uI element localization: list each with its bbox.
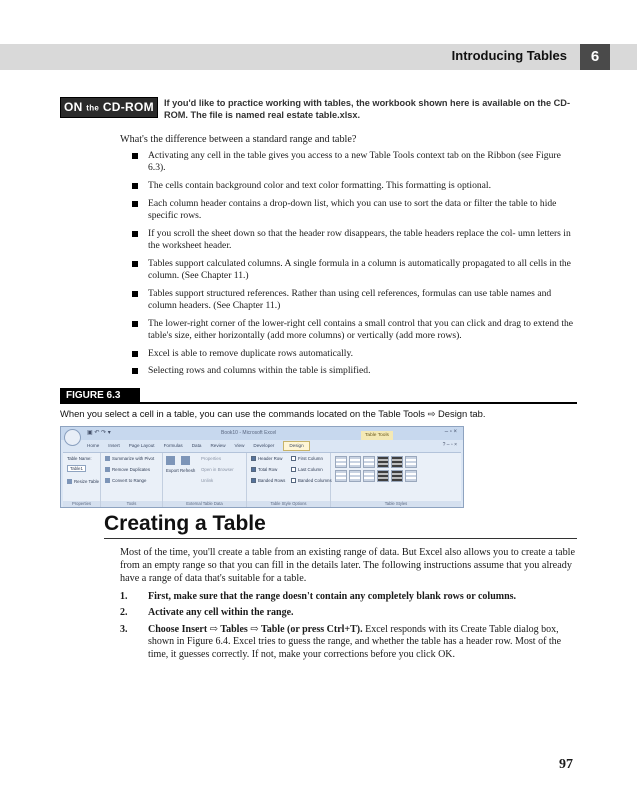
style-swatch xyxy=(391,456,403,468)
convert-icon xyxy=(105,478,110,483)
first-column-label: First Column xyxy=(298,456,323,461)
header-row-label: Header Row xyxy=(258,456,283,461)
step-instruction: Choose Insert ⇨ Tables ⇨ Table (or press Ctrl+T). xyxy=(148,623,363,635)
refresh-icon xyxy=(181,456,192,465)
resize-icon xyxy=(67,479,72,484)
list-item: Activating any cell in the table gives you access to a new Table Tools context tab on the Ribbon (see Figure 6.3). xyxy=(132,150,577,175)
window-title: Book10 - Microsoft Excel xyxy=(221,430,277,436)
section-body-paragraph: Most of the time, you'll create a table from an existing range of data. But Excel also allows you to create a table from an empty range so that you can fill in the details later. The following instructions assume that you already have a range of data that's suitable for a table. xyxy=(120,547,576,584)
export-icon xyxy=(166,456,177,465)
resize-table-button xyxy=(67,479,99,484)
table-style-gallery xyxy=(335,456,417,482)
tab-data: Data xyxy=(191,443,202,448)
remove-duplicates-button xyxy=(105,467,150,472)
open-browser-label: Open in Browser xyxy=(201,467,234,472)
tab-home: Home xyxy=(87,443,100,448)
style-swatch xyxy=(335,470,347,482)
section-title: Creating a Table xyxy=(104,512,266,535)
total-row-checkbox xyxy=(251,467,277,472)
figure-rule xyxy=(60,402,577,404)
convert-range-button xyxy=(105,478,146,483)
feature-bullet-list xyxy=(132,150,577,383)
resize-table-label: Resize Table xyxy=(74,479,100,484)
window-controls: – ▫ × xyxy=(444,429,457,435)
step-instruction: First, make sure that the range doesn't contain any completely blank rows or columns. xyxy=(148,591,517,602)
cd-logo-on: ON xyxy=(64,100,83,114)
style-swatch xyxy=(363,456,375,468)
unlink-label: Unlink xyxy=(201,478,214,483)
style-swatch xyxy=(377,470,389,482)
convert-range-label: Convert to Range xyxy=(112,478,147,483)
ribbon-body xyxy=(63,452,461,507)
header-row-checkbox xyxy=(251,456,282,461)
banded-rows-checkbox xyxy=(251,478,285,483)
figure-label: FIGURE 6.3 xyxy=(60,388,140,403)
list-item: Tables support structured references. Rather than using cell references, formulas can use table names and column headers. (See Chapter 11.) xyxy=(132,288,577,313)
list-item: The cells contain background color and text color formatting. This formatting is optional. xyxy=(132,180,577,192)
list-item: Tables support calculated columns. A single formula in a column is automatically propagated to all cells in the column. (See Chapter 11.) xyxy=(132,258,577,283)
figure-caption: When you select a cell in a table, you can use the commands located on the Table Tools ⇨ Design tab. xyxy=(60,408,486,419)
style-swatch xyxy=(349,456,361,468)
step-number: 3. xyxy=(120,623,128,635)
tab-formulas: Formulas xyxy=(163,443,183,448)
style-swatch xyxy=(377,456,389,468)
ribbon-tabs xyxy=(87,441,310,451)
list-item: Selecting rows and columns within the table is simplified. xyxy=(132,365,577,377)
group-caption-properties: Properties xyxy=(63,501,100,507)
list-item: Each column header contains a drop-down list, which you can use to sort the data or filter the table to hide specific rows. xyxy=(132,198,577,223)
step-instruction: Activate any cell within the range. xyxy=(148,607,294,619)
style-swatch xyxy=(335,456,347,468)
external-properties-label: Properties xyxy=(201,456,222,461)
step-number: 1. xyxy=(120,591,128,602)
list-item: The lower-right corner of the lower-right cell contains a small control that you can click and drag to extend the table's size, either horizontally (add more columns) or vertically (add more rows). xyxy=(132,318,577,343)
group-caption-external: External Table Data xyxy=(163,501,246,507)
ribbon-screenshot xyxy=(60,426,464,508)
first-column-checkbox xyxy=(291,456,323,461)
pivot-icon xyxy=(105,456,110,461)
table-name-input: Table1 xyxy=(67,465,86,472)
last-column-label: Last Column xyxy=(298,467,323,472)
banded-columns-label: Banded Columns xyxy=(298,478,332,483)
summarize-pivot-button xyxy=(105,456,154,461)
intro-paragraph: What's the difference between a standard range and table? xyxy=(120,134,357,145)
cd-logo-cd: CD-ROM xyxy=(102,100,154,114)
list-item xyxy=(120,607,577,620)
total-row-label: Total Row xyxy=(258,467,278,472)
page-number: 97 xyxy=(559,757,573,772)
step-number: 2. xyxy=(120,607,128,619)
section-rule xyxy=(104,538,577,539)
tab-view: View xyxy=(234,443,245,448)
group-caption-table-styles: Table Styles xyxy=(331,501,461,507)
style-swatch xyxy=(363,470,375,482)
group-style-options xyxy=(247,453,331,508)
last-column-checkbox xyxy=(291,467,323,472)
table-name-label: Table Name: xyxy=(67,456,92,461)
style-swatch xyxy=(405,456,417,468)
group-caption-tools: Tools xyxy=(101,501,162,507)
summarize-pivot-label: Summarize with Pivot xyxy=(112,456,155,461)
cd-rom-note: If you'd like to practice working with tables, the workbook shown here is available on the CD-ROM. The file is named real estate table.xlsx. xyxy=(164,98,570,120)
chapter-title: Introducing Tables xyxy=(451,48,567,63)
group-external-data xyxy=(163,453,247,508)
tab-page-layout: Page Layout xyxy=(128,443,155,448)
list-item: Excel is able to remove duplicate rows automatically. xyxy=(132,348,577,360)
tab-review: Review xyxy=(210,443,226,448)
remove-duplicates-label: Remove Duplicates xyxy=(112,467,151,472)
refresh-label: Refresh xyxy=(180,468,196,473)
group-properties xyxy=(63,453,101,508)
cd-logo-the: the xyxy=(86,103,100,113)
export-label: Export xyxy=(166,468,179,473)
style-swatch xyxy=(405,470,417,482)
steps-list xyxy=(120,591,577,665)
group-tools xyxy=(101,453,163,508)
group-caption-style-options: Table Style Options xyxy=(247,501,330,507)
tab-developer: Developer xyxy=(253,443,275,448)
banded-columns-checkbox xyxy=(291,478,332,483)
list-item: If you scroll the sheet down so that the header row disappears, the table headers replace the col- umn letters in the worksheet header. xyxy=(132,228,577,253)
quick-access-toolbar-icon: ▣ ↶ ↷ ▾ xyxy=(87,430,111,436)
style-swatch xyxy=(349,470,361,482)
chapter-number: 6 xyxy=(580,44,610,70)
cd-rom-logo xyxy=(60,97,158,118)
style-swatch xyxy=(391,470,403,482)
remove-duplicates-icon xyxy=(105,467,110,472)
table-tools-context-label: Table Tools xyxy=(361,431,393,440)
group-table-styles xyxy=(331,453,461,508)
step-detail: Excel responds with its Create Table dialog box, shown in Figure 6.4. Excel tries to guess the range, and whether the table has a header row. Most of the time, it guesses correctly. If not, make your corrections before you click OK. xyxy=(148,623,562,661)
banded-rows-label: Banded Rows xyxy=(258,478,286,483)
list-item xyxy=(120,591,577,604)
list-item xyxy=(120,624,577,662)
office-button-icon xyxy=(64,429,81,446)
tab-insert: Insert xyxy=(108,443,120,448)
tab-design: Design xyxy=(283,441,309,451)
ribbon-help-controls: ? – ▫ × xyxy=(442,442,457,448)
